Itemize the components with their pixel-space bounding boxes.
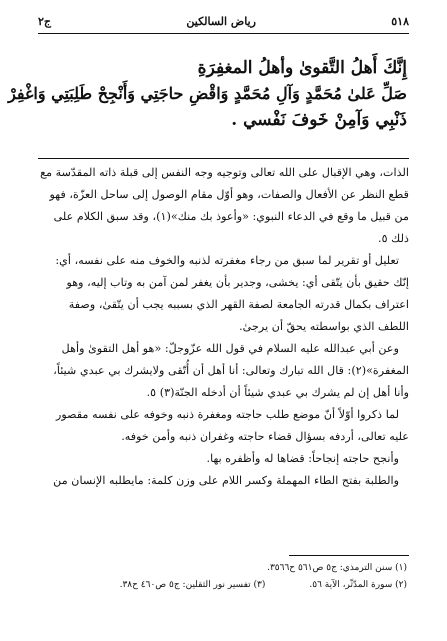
- verse-line: إِنَّكَ أَهلُ التَّقوىٰ وأهلُ المغفِرَةِ: [197, 58, 407, 78]
- footnote: (١) سنن الترمذي: ج٥ ص٥٦١ ح٣٥٦٦.: [267, 563, 407, 573]
- body-line: عليه تعالى، أردفه بسؤال قضاء حاجته وغفران ذنبه وأمن خوفه.: [121, 430, 409, 443]
- footnotes: [40, 560, 407, 594]
- book-title: رياض السالكين: [186, 14, 256, 28]
- body-line: لما ذكروا أوّلاً أنّ موضع طلب حاجته ومغفرة ذنبه وخوفه على نفسه مقصور: [56, 408, 399, 421]
- page-number: ٥١٨: [391, 14, 409, 28]
- body-line: ذلك ٥.: [378, 232, 409, 245]
- footnote-rule: [289, 555, 409, 556]
- body-line: اللطف الذي بواسطته يحقّ أن يرجىٰ.: [239, 320, 409, 333]
- body-line: وعن أبي عبدالله عليه السلام في قول الله عزّوجلّ: «هو أهل التقوىٰ وأهل: [61, 342, 399, 355]
- body-line: إنّك حقيق بأن يتّقى أي: يخشى، وجدير بأن يغفر لمن آمن به وتاب إليه، وهو: [66, 276, 409, 289]
- body-line: وأنا أهل إن لم يشرك بي عبدي شيئاً أن أدخله الجنّة(٣) ٥.: [146, 386, 409, 399]
- supplication-text: [8, 55, 407, 133]
- body-line: الذات، وهي الإقبال على الله تعالى وتوجيه وجه النفس إلى قبلة ذاته المقدّسة مع: [40, 166, 409, 179]
- body-line: تعليل أو تقرير لما سبق من رجاء مغفرته لذنبه والخوف منه على نفسه، أي:: [55, 254, 399, 267]
- body-line: المغفرة»(٢): قال الله تبارك وتعالى: أنا أهل أن أُتّقى ولايشرك بي عبدي شيئاً،: [53, 364, 409, 377]
- volume-label: ج٢: [38, 14, 52, 28]
- verse-line: ذَنْبِي وَآمِنْ خَوفَ نَفْسي .: [231, 110, 407, 130]
- header-rule: [38, 33, 409, 34]
- footnote: (٣) تفسير نور الثقلين: ج٥ ص٤٦٠ ح٣٨.: [119, 580, 266, 590]
- running-header: [38, 10, 409, 32]
- body-line: وأنجح حاجته إنجاحاً: قضاها له وأظفره بها.: [206, 452, 399, 465]
- body-line: اعتراف بكمال قدرته الجامعة لصفة القهر الذي بسببه يجب أن يتّقىٰ، وصفة: [68, 298, 409, 311]
- section-rule: [38, 158, 409, 159]
- body-line: من قبيل ما وقع في الدعاء النبوي: «وأعوذ بك منك»(١)، وقد سبق الكلام على: [53, 210, 409, 223]
- body-line: والطلبة بفتح الطاء المهملة وكسر اللام على وزن كلمة: مايطلبه الإنسان من: [53, 474, 399, 487]
- verse-line: صَلِّ عَلىٰ مُحَمَّدٍ وَآلِ مُحَمَّدٍ وَاقْضِ حاجَتِي وَأَنْجِحْ طَلِبَتِي وَاغْفِرْ: [8, 84, 407, 103]
- body-line: قطع النظر عن الأفعال والصفات، وهو أوّل مقام الوصول إلى ساحل العزّة، فهو: [49, 188, 409, 201]
- commentary-body: [38, 162, 409, 492]
- footnote: (٢) سورة المدّثّر، الآية ٥٦.: [309, 580, 407, 590]
